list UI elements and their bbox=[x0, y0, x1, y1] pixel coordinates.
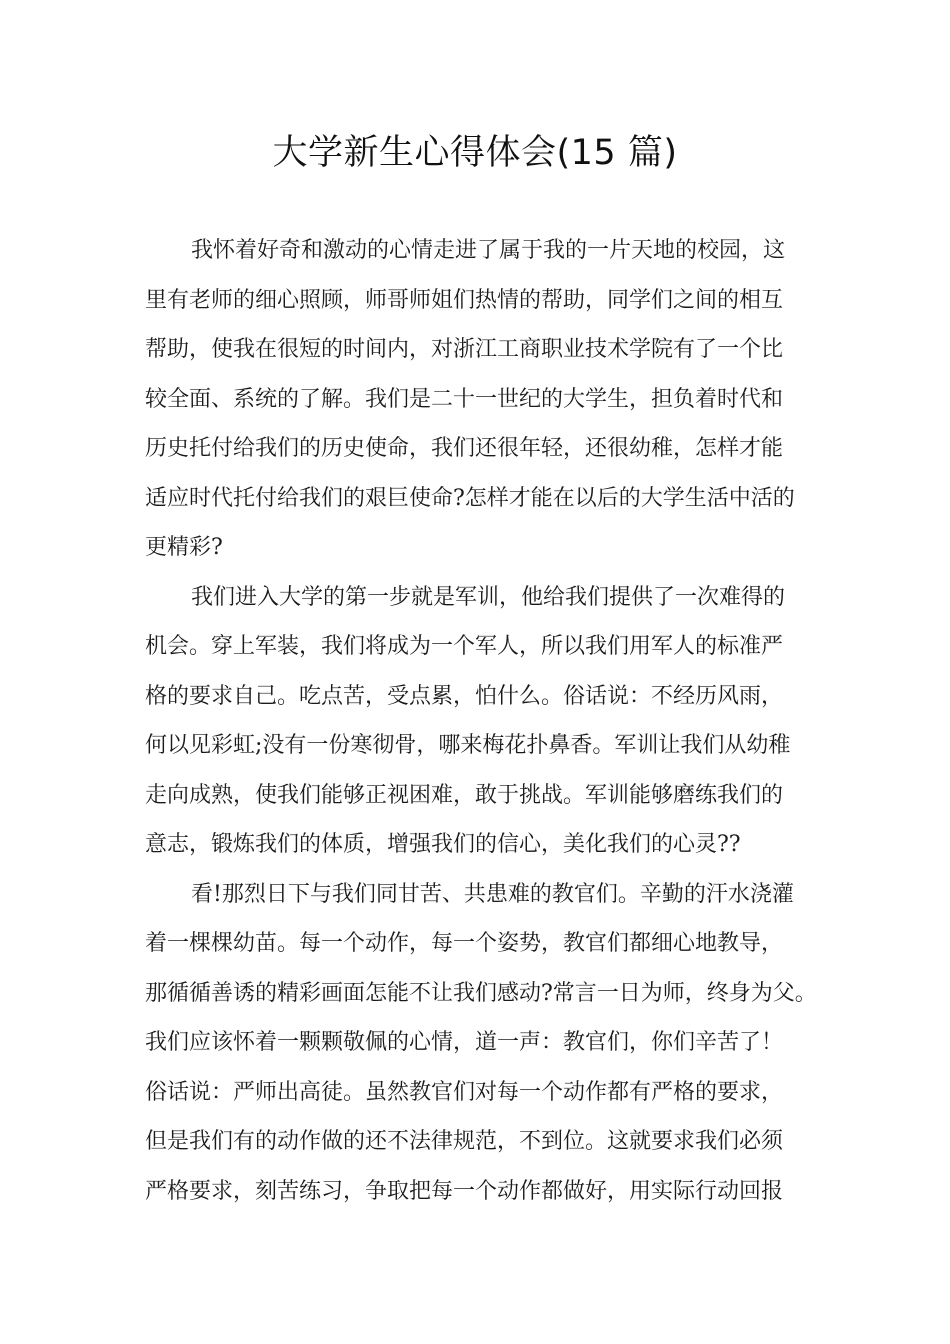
paragraph-line: 严格要求，刻苦练习，争取把每一个动作都做好，用实际行动回报 bbox=[145, 1178, 784, 1204]
paragraph-line: 我们进入大学的第一步就是军训，他给我们提供了一次难得的 bbox=[191, 584, 786, 610]
paragraph-line: 较全面、系统的了解。我们是二十一世纪的大学生，担负着时代和 bbox=[145, 386, 784, 412]
paragraph-line: 帮助，使我在很短的时间内，对浙江工商职业技术学院有了一个比 bbox=[145, 337, 784, 362]
paragraph-line: 意志，锻炼我们的体质，增强我们的信心，美化我们的心灵?? bbox=[145, 832, 741, 857]
paragraph-line: 更精彩? bbox=[145, 535, 223, 560]
paragraph-line: 里有老师的细心照顾，师哥师姐们热情的帮助，同学们之间的相互 bbox=[145, 287, 784, 313]
paragraph-line: 我怀着好奇和激动的心情走进了属于我的一片天地的校园，这 bbox=[191, 238, 786, 263]
paragraph-line: 机会。穿上军装，我们将成为一个军人，所以我们用军人的标准严 bbox=[145, 634, 784, 659]
paragraph-line: 那循循善诱的精彩画面怎能不让我们感动?常言一日为师，终身为父。 bbox=[145, 980, 817, 1006]
paragraph-line: 但是我们有的动作做的还不法律规范，不到位。这就要求我们必须 bbox=[145, 1129, 784, 1154]
paragraph-line: 我们应该怀着一颗颗敬佩的心情，道一声：教官们，你们辛苦了！ bbox=[145, 1030, 784, 1055]
paragraph-line: 走向成熟，使我们能够正视困难，敢于挑战。军训能够磨练我们的 bbox=[145, 782, 784, 808]
document-title: 大学新生心得体会(15 篇) bbox=[272, 133, 678, 173]
paragraph-line: 何以见彩虹;没有一份寒彻骨，哪来梅花扑鼻香。军训让我们从幼稚 bbox=[145, 733, 791, 758]
paragraph-line: 看!那烈日下与我们同甘苦、共患难的教官们。辛勤的汗水浇灌 bbox=[191, 881, 794, 907]
document-body bbox=[145, 226, 817, 1216]
paragraph-line: 格的要求自己。吃点苦，受点累，怕什么。俗话说：不经历风雨， bbox=[145, 683, 784, 709]
paragraph-line: 着一棵棵幼苗。每一个动作，每一个姿势，教官们都细心地教导， bbox=[145, 931, 784, 956]
paragraph-line: 历史托付给我们的历史使命，我们还很年轻，还很幼稚，怎样才能 bbox=[145, 436, 784, 461]
paragraph-line: 俗话说：严师出高徒。虽然教官们对每一个动作都有严格的要求， bbox=[145, 1079, 784, 1105]
paragraph-line: 适应时代托付给我们的艰巨使命?怎样才能在以后的大学生活中活的 bbox=[145, 485, 795, 511]
